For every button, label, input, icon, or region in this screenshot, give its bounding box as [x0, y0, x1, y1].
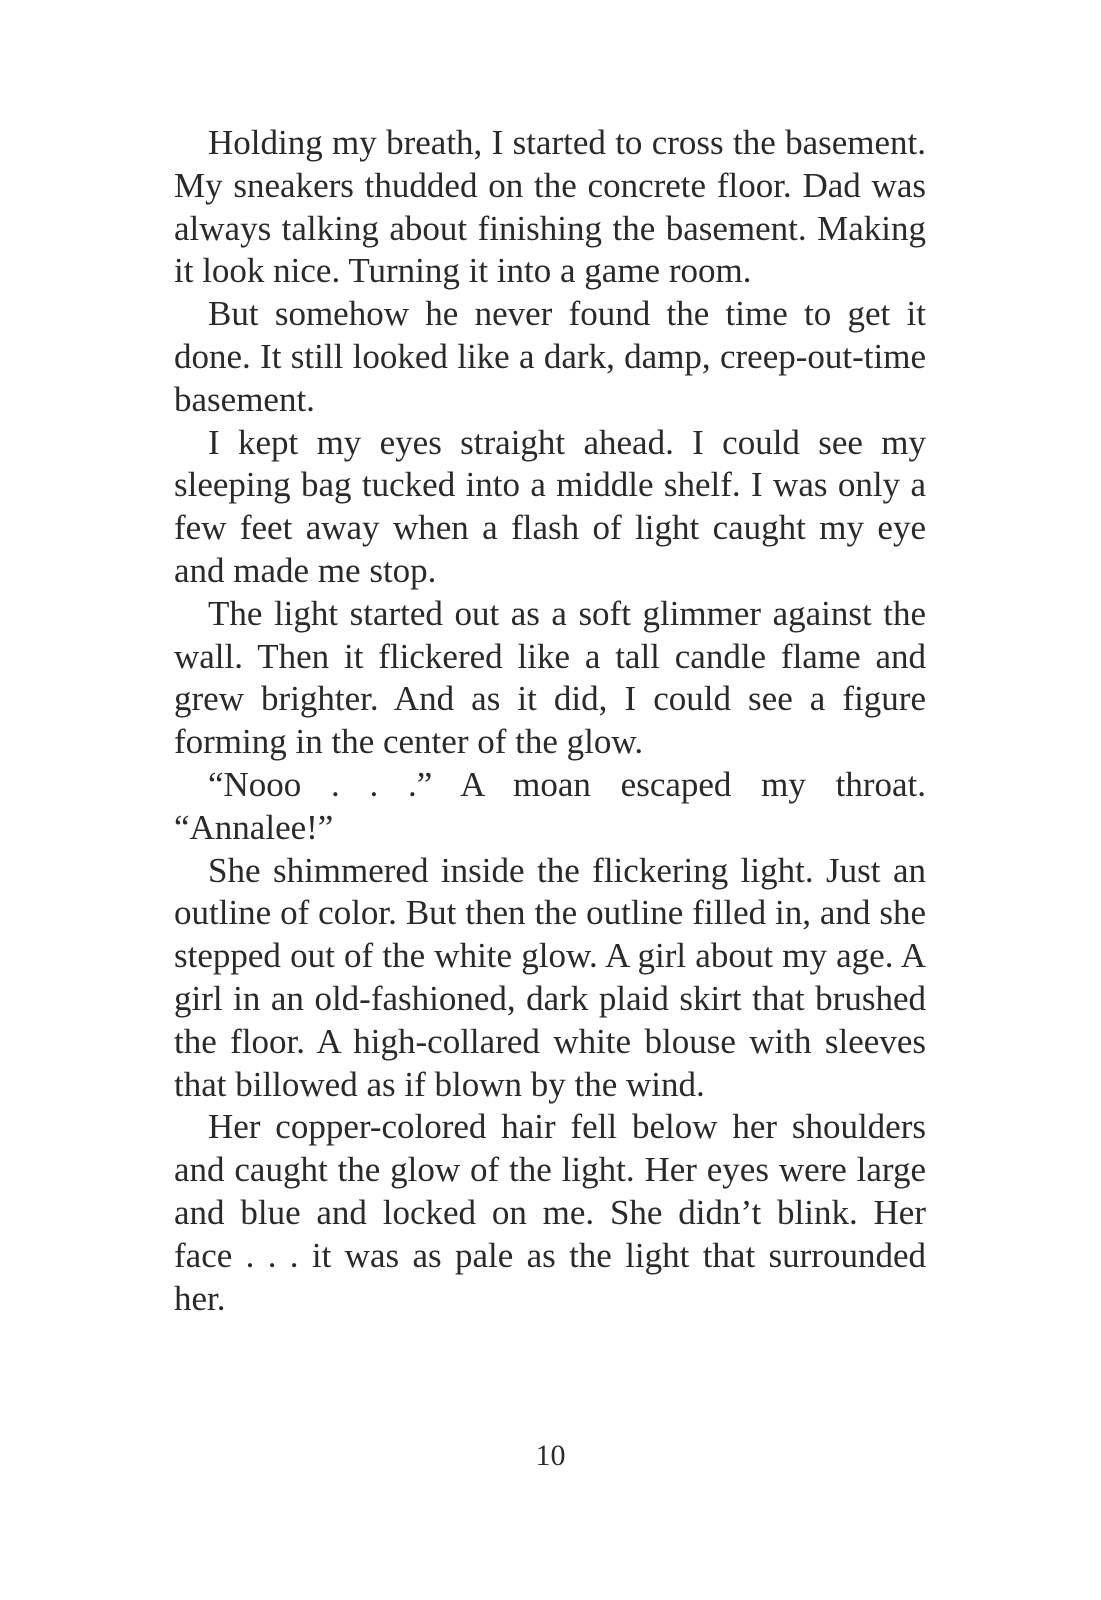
paragraph-7: Her copper-colored hair fell below her shoulders and caught the glow of the light. Her eyes were large and blue and locked on me. She didn’t blink. Her face . . . it was as pale as the light that surrounded her.	[174, 1107, 926, 1318]
paragraph-6: She shimmered inside the flickering light. Just an outline of color. But then the outline filled in, and she stepped out of the white glow. A girl about my age. A girl in an old-fashioned, dark plaid skirt that brushed the floor. A high-collared white blouse with sleeves that billowed as if blown by the wind.	[174, 850, 926, 1104]
page-number: 10	[535, 1439, 566, 1472]
paragraph-5: “Nooo . . .” A moan escaped my throat. “Annalee!”	[174, 764, 926, 847]
body-text	[174, 122, 926, 1320]
paragraph-2: But somehow he never found the time to get it done. It still looked like a dark, damp, creep-out-time basement.	[174, 294, 926, 419]
paragraph-1: Holding my breath, I started to cross the basement. My sneakers thudded on the concrete floor. Dad was always talking about finishing the basement. Making it look nice. Turning it into a game room.	[174, 123, 926, 291]
paragraph-3: I kept my eyes straight ahead. I could see my sleeping bag tucked into a middle shelf. I was only a few feet away when a flash of light caught my eye and made me stop.	[174, 422, 926, 590]
paragraph-4: The light started out as a soft glimmer against the wall. Then it flickered like a tall candle flame and grew brighter. And as it did, I could see a figure forming in the center of the glow.	[174, 593, 926, 762]
